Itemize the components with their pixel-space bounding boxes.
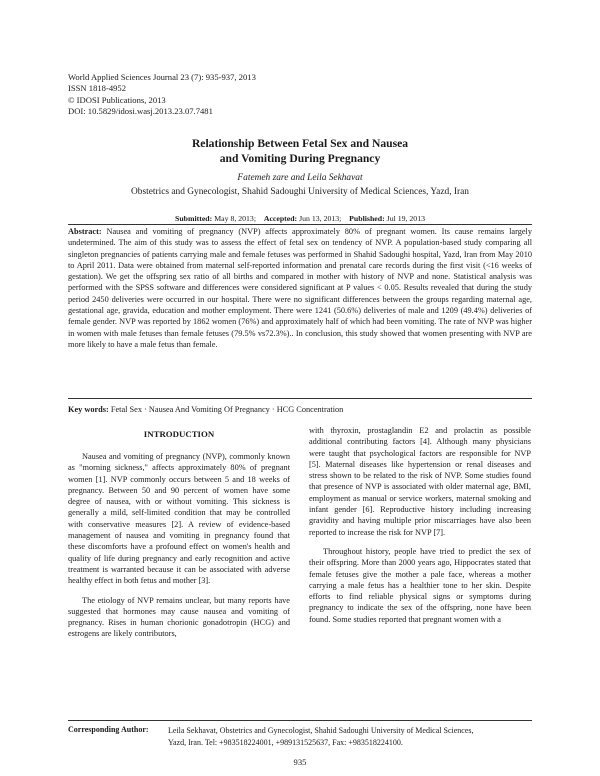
submitted-date: May 8, 2013;	[214, 214, 257, 223]
page-number: 935	[293, 757, 307, 767]
abstract-top-rule	[68, 224, 532, 225]
corresponding-author-line-2: Yazd, Iran. Tel: +983518224001, +989131525637, Fax: +983518224100.	[168, 738, 403, 747]
paragraph: Throughout history, people have tried to predict the sex of their offspring. More than 2000 years ago, Hippocrates stated that female fetuses give the mother a pale face, whereas a mother carrying a male fetus has a healthier tone to her skin. Despite efforts to find reliable physical signs or symptoms during pregnancy to indicate the sex of the offspring, none have been found. Some studies reported that pregnant women with a	[309, 546, 531, 624]
journal-citation: World Applied Sciences Journal 23 (7): 935-937, 2013	[68, 72, 256, 82]
journal-copyright: © IDOSI Publications, 2013	[68, 94, 166, 105]
affiliation: Obstetrics and Gynecologist, Shahid Sadoughi University of Medical Sciences, Yazd, Iran	[131, 187, 469, 197]
abstract-bottom-rule	[68, 398, 532, 399]
submission-dates	[0, 214, 600, 223]
paper-title	[0, 136, 600, 166]
published-label: Published:	[349, 214, 385, 223]
paper-title-line-1: Relationship Between Fetal Sex and Nausea	[191, 137, 409, 150]
corresponding-author-details	[168, 725, 532, 749]
keywords-text: Fetal Sex · Nausea And Vomiting Of Pregnancy · HCG Concentration	[110, 405, 344, 414]
body-column-left	[68, 451, 290, 640]
paragraph: Nausea and vomiting of pregnancy (NVP), commonly known as "morning sickness," affects approximately 80% of pregnant women [1]. NVP commonly occurs between 5 and 18 weeks of pregnancy. Between 50 and 90 percent of women have some degree of nausea, with or without vomiting. This sickness is generally a mild, self-limited condition that may be controlled with conservative measures [2]. A review of evidence-based management of nausea and vomiting in pregnancy found that these discomforts have a profound effect on women's health and quality of life during pregnancy and early recognition and active treatment is warranted because it can be associated with adverse healthy effect in both fetus and mother [3].	[68, 452, 290, 586]
accepted-date: Jun 13, 2013;	[299, 214, 342, 223]
published-date: Jul 19, 2013	[386, 214, 425, 223]
submitted-label: Submitted:	[174, 214, 213, 223]
corresponding-author-line-1: Leila Sekhavat, Obstetrics and Gynecologist, Shahid Sadoughi University of Medical Sciences,	[168, 726, 474, 735]
body-column-right	[309, 425, 531, 625]
paper-title-line-2: and Vomiting During Pregnancy	[219, 152, 381, 165]
abstract-text: Nausea and vomiting of pregnancy (NVP) affects approximately 80% of pregnant women. Its cause remains largely undetermined. The aim of this study was to assess the effect of fetal sex on tendency of NVP. A population-based study comparing all singleton pregnancies of patients carrying male and female fetuses was performed in Shahid Sadoughi hospital, Yazd, Iran from May 2010 to April 2011. Data were obtained from maternal self-reported information and prenatal care records during the first visit (<16 weeks of gestation). We get the offspring sex ratio of all births and compared in mother with history of NVP and none. Statistical analysis was performed with the SPSS software and differences were considered significant at P values < 0.05. Results revealed that during the study period 2450 deliveries were occurred in our hospital. There were no significant differences between the groups regarding maternal age, gestational age, gravida, education and mother employment. There were 1241 (50.6%) deliveries of male and 1209 (49.4%) deliveries of female gender. NVP was reported by 1862 women (76%) and approximately half of which had been vomiting. The rate of NVP was higher in women with male fetuses than female fetuses (79.5% vs72.3%).. In conclusion, this study showed that women presenting with NVP are more likely to have a male fetus than female.	[68, 227, 532, 349]
corresponding-author-label: Corresponding Author:	[68, 725, 149, 734]
keywords-label: Key words:	[68, 405, 109, 414]
authors: Fatemeh zare and Leila Sekhavat	[237, 173, 363, 183]
accepted-label: Accepted:	[263, 214, 298, 223]
journal-issn: ISSN 1818-4952	[68, 83, 127, 94]
paragraph: with thyroxin, prostaglandin E2 and prolactin as possible additional contributing factors [4]. Although many physicians were taught that psychological factors are responsible for NVP [5]. Maternal diseases like hypertension or renal diseases and stress shown to be related to the risk of NVP. Some studies found that presence of NVP is associated with older maternal age, BMI, employment as manual or service workers, maternal smoking and infant gender [6]. Reproductive history including increasing gravidity and having multiple prior miscarriages have also been reported to increase the risk for NVP [7].	[309, 426, 531, 537]
abstract-label: Abstract:	[68, 227, 102, 236]
footnote-rule	[68, 720, 532, 721]
journal-meta	[68, 72, 256, 118]
abstract	[68, 226, 532, 350]
introduction-heading: INTRODUCTION	[143, 429, 215, 439]
keywords	[68, 405, 532, 414]
journal-doi[interactable]: DOI: 10.5829/idosi.wasj.2013.23.07.7481	[68, 106, 213, 117]
paragraph: The etiology of NVP remains unclear, but many reports have suggested that hormones may cause nausea and vomiting of pregnancy. Rises in human chorionic gonadotropin (HCG) and estrogens are likely contributors,	[68, 595, 290, 639]
